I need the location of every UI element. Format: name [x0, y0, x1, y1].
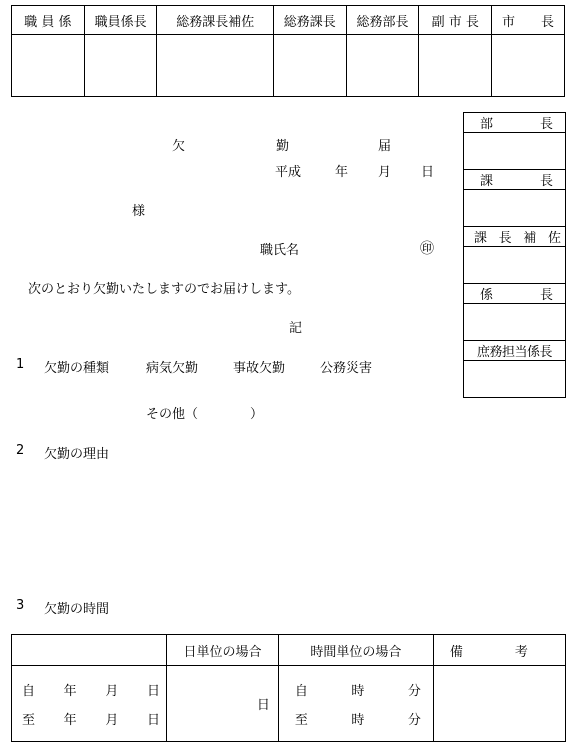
approval-header-cell: 職 員 係	[12, 6, 85, 35]
day-unit-cell[interactable]	[167, 666, 279, 742]
day-label: 日	[147, 683, 161, 699]
approval-header-cell: 市 長	[492, 6, 565, 35]
absence-time-table	[11, 634, 566, 742]
hour-unit-cell[interactable]	[278, 666, 433, 742]
month-label: 月	[105, 712, 119, 728]
approval-header-cell: 総務課長	[273, 6, 346, 35]
from-label: 自	[22, 683, 36, 699]
stamp-box[interactable]	[464, 190, 566, 227]
month-label: 月	[105, 683, 119, 699]
from-label: 自	[294, 683, 308, 699]
side-approval-header: 課 長	[464, 170, 566, 190]
to-label: 至	[294, 712, 308, 728]
date-range-cell[interactable]	[12, 666, 167, 742]
absence-type-option[interactable]: 病気欠勤	[146, 361, 199, 376]
item-number: 1	[16, 357, 25, 372]
stamp-box[interactable]	[464, 247, 566, 284]
stamp-box[interactable]	[273, 35, 346, 97]
stamp-box[interactable]	[346, 35, 419, 97]
item-label: 欠勤の時間	[44, 602, 110, 617]
stamp-box[interactable]	[492, 35, 565, 97]
name-label: 職氏名	[260, 243, 300, 258]
item-label: 欠勤の理由	[44, 447, 110, 462]
stamp-box[interactable]	[464, 133, 566, 170]
time-table-header: 備 考	[433, 635, 565, 666]
time-table-header-blank	[12, 635, 167, 666]
minute-label: 分	[407, 712, 421, 728]
item-label: 欠勤の種類	[44, 361, 110, 376]
stamp-box[interactable]	[419, 35, 492, 97]
item-number: 3	[16, 598, 25, 613]
to-label: 至	[22, 712, 36, 728]
approval-header-row	[12, 6, 565, 35]
time-table-body-row	[12, 666, 566, 742]
day-label: 日	[147, 712, 161, 728]
approval-stamp-table	[11, 5, 565, 97]
title-char: 届	[378, 139, 392, 154]
stamp-box[interactable]	[12, 35, 85, 97]
approval-header-cell: 職員係長	[84, 6, 157, 35]
year-label: 年	[63, 683, 77, 699]
date-day-label: 日	[421, 165, 435, 180]
approval-header-cell: 総務部長	[346, 6, 419, 35]
approval-stamp-row	[12, 35, 565, 97]
side-approval-table	[463, 112, 566, 398]
time-table-header: 時間単位の場合	[278, 635, 433, 666]
side-approval-header: 部 長	[464, 113, 566, 133]
side-approval-header: 庶務担当係長	[464, 341, 566, 361]
side-approval-header: 係 長	[464, 284, 566, 304]
absence-type-option[interactable]: 事故欠勤	[233, 361, 286, 376]
hour-label: 時	[351, 712, 365, 728]
seal-mark: ㊞	[420, 241, 434, 257]
year-label: 年	[63, 712, 77, 728]
item-number: 2	[16, 443, 25, 458]
title-char: 欠	[172, 139, 186, 154]
time-table-header-row	[12, 635, 566, 666]
hour-label: 時	[351, 683, 365, 699]
stamp-box[interactable]	[157, 35, 274, 97]
stamp-box[interactable]	[464, 304, 566, 341]
date-era: 平成	[275, 165, 302, 180]
approval-header-cell: 総務課長補佐	[157, 6, 274, 35]
approval-header-cell: 副 市 長	[419, 6, 492, 35]
absence-type-option[interactable]: 公務災害	[320, 361, 373, 376]
remarks-cell[interactable]	[433, 666, 565, 742]
date-month-label: 月	[378, 165, 392, 180]
ki-heading: 記	[289, 321, 303, 336]
date-year-label: 年	[335, 165, 349, 180]
time-table-header: 日単位の場合	[167, 635, 279, 666]
side-approval-header: 課 長 補 佐	[464, 227, 566, 247]
intro-text: 次のとおり欠勤いたしますのでお届けします。	[28, 282, 300, 297]
stamp-box[interactable]	[464, 361, 566, 398]
absence-type-other[interactable]: その他（ ）	[146, 407, 264, 422]
minute-label: 分	[407, 683, 421, 699]
day-unit-label: 日	[256, 698, 270, 713]
title-char: 勤	[276, 139, 290, 154]
addressee-suffix: 様	[132, 204, 146, 219]
stamp-box[interactable]	[84, 35, 157, 97]
